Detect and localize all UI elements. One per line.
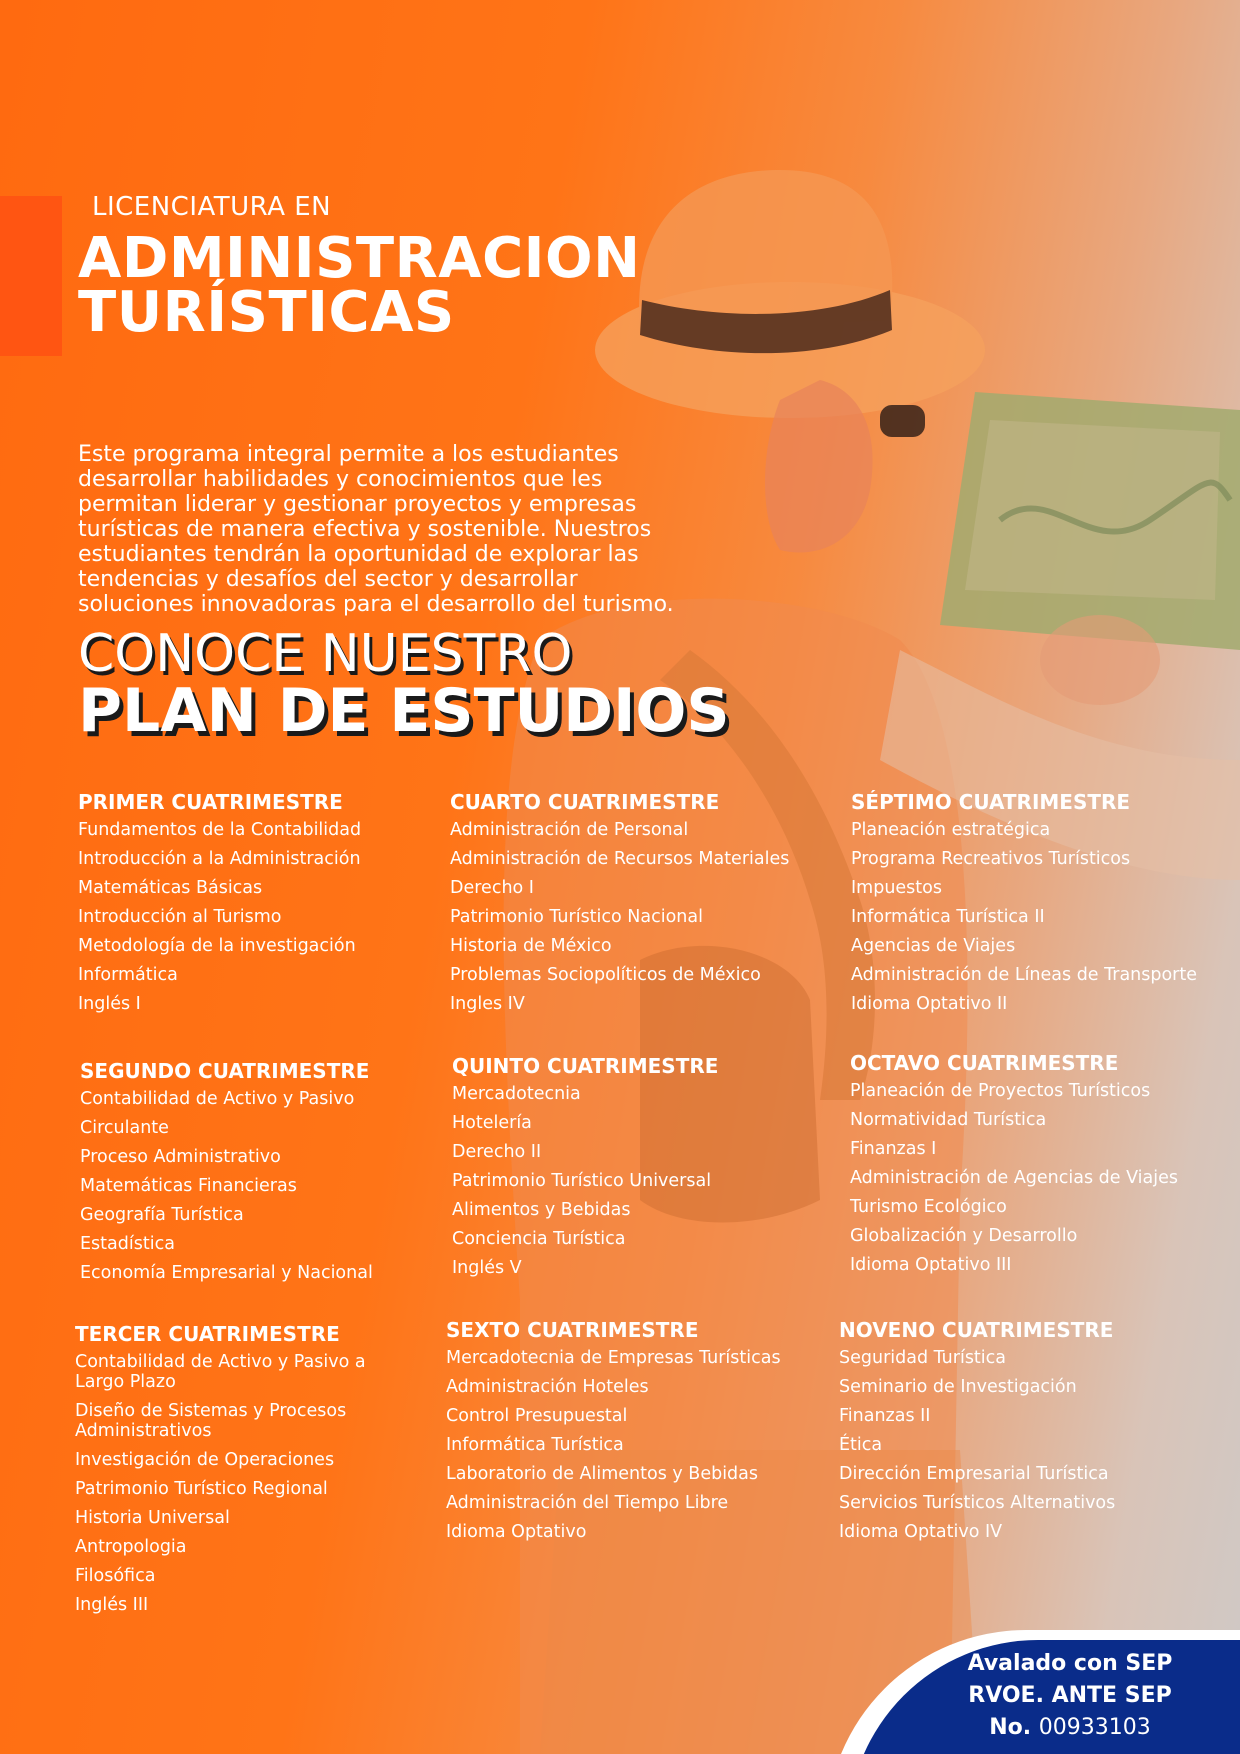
sep-endorsement: Avalado con SEP [967, 1651, 1173, 1676]
term-cuarto [450, 790, 789, 1023]
subject-item: Informática Turística II [851, 907, 1045, 927]
subject-item: Programa Recreativos Turísticos [851, 849, 1131, 869]
subject-item: Inglés V [452, 1258, 522, 1278]
subject-item: Normatividad Turística [850, 1110, 1047, 1130]
subject-item: Diseño de Sistemas y Procesos Administrativos [75, 1401, 347, 1441]
subject-item: Derecho I [450, 878, 534, 898]
subject-item: Introducción a la Administración [78, 849, 361, 869]
subject-item: Planeación estratégica [851, 820, 1051, 840]
subject-item: Estadística [80, 1234, 175, 1254]
subject-item: Geografía Turística [80, 1205, 244, 1225]
subject-item: Ética [839, 1435, 883, 1455]
subject-item: Turismo Ecológico [850, 1197, 1007, 1217]
subject-list [80, 1089, 373, 1283]
subject-item: Circulante [80, 1118, 169, 1138]
term-primer [78, 790, 361, 1023]
subject-item: Servicios Turísticos Alternativos [839, 1493, 1116, 1513]
term-noveno [839, 1318, 1115, 1551]
subject-item: Idioma Optativo II [851, 994, 1008, 1014]
term-title: SEXTO CUATRIMESTRE [446, 1318, 699, 1342]
term-title: CUARTO CUATRIMESTRE [450, 790, 720, 814]
subject-list [78, 820, 361, 1014]
subject-list [851, 820, 1197, 1014]
subject-item: Mercadotecnia [452, 1084, 581, 1104]
program-title [78, 226, 641, 345]
term-title: OCTAVO CUATRIMESTRE [850, 1051, 1119, 1075]
term-tercer [75, 1322, 375, 1624]
term-title: NOVENO CUATRIMESTRE [839, 1318, 1114, 1342]
rvoe-label: RVOE. ANTE SEP [968, 1683, 1172, 1708]
sunglasses [880, 405, 925, 437]
subject-item: Historia de México [450, 936, 612, 956]
subject-item: Finanzas II [839, 1406, 931, 1426]
subject-list [446, 1348, 781, 1542]
subject-item: Contabilidad de Activo y Pasivo [80, 1089, 355, 1109]
subject-item: Globalización y Desarrollo [850, 1226, 1078, 1246]
subject-item: Administración de Agencias de Viajes [850, 1168, 1178, 1188]
sep-badge-text [900, 1648, 1240, 1744]
term-segundo [80, 1059, 373, 1292]
subject-item: Administración del Tiempo Libre [446, 1493, 729, 1513]
program-title-line2: TURÍSTICAS [78, 280, 455, 345]
hand [1040, 615, 1160, 705]
term-title: SEGUNDO CUATRIMESTRE [80, 1059, 370, 1083]
rvoe-number-label: No. [989, 1715, 1032, 1740]
subject-item: Matemáticas Básicas [78, 878, 263, 898]
subject-item: Matemáticas Financieras [80, 1176, 297, 1196]
subject-item: Ingles IV [450, 994, 525, 1014]
subject-item: Hotelería [452, 1113, 532, 1133]
subject-item: Finanzas I [850, 1139, 937, 1159]
subject-list [75, 1352, 375, 1615]
subject-item: Inglés III [75, 1595, 149, 1615]
subject-item: Impuestos [851, 878, 942, 898]
term-title: SÉPTIMO CUATRIMESTRE [851, 790, 1131, 814]
term-title: PRIMER CUATRIMESTRE [78, 790, 343, 814]
program-title-line1: ADMINISTRACION [78, 226, 641, 291]
subject-item: Filosófica [75, 1566, 156, 1586]
subject-item: Patrimonio Turístico Universal [452, 1171, 712, 1191]
accent-bar [0, 196, 62, 356]
term-title: QUINTO CUATRIMESTRE [452, 1054, 719, 1078]
plan-title: PLAN DE ESTUDIOS [78, 676, 730, 746]
subject-item: Patrimonio Turístico Nacional [450, 907, 703, 927]
subject-item: Seminario de Investigación [839, 1377, 1077, 1397]
subject-item: Administración Hoteles [446, 1377, 649, 1397]
subject-item: Fundamentos de la Contabilidad [78, 820, 362, 840]
subject-item: Planeación de Proyectos Turísticos [850, 1081, 1151, 1101]
subject-item: Patrimonio Turístico Regional [75, 1479, 328, 1499]
subject-list [839, 1348, 1115, 1542]
term-quinto [452, 1054, 718, 1287]
term-sexto [446, 1318, 781, 1551]
subject-item: Administración de Líneas de Transporte [851, 965, 1198, 985]
subject-item: Seguridad Turística [839, 1348, 1007, 1368]
subject-item: Introducción al Turismo [78, 907, 282, 927]
term-septimo [851, 790, 1197, 1023]
term-octavo [850, 1051, 1178, 1284]
term-title: TERCER CUATRIMESTRE [75, 1322, 340, 1346]
subject-item: Investigación de Operaciones [75, 1450, 335, 1470]
subject-item: Derecho II [452, 1142, 542, 1162]
rvoe-number: 00933103 [1038, 1715, 1151, 1740]
program-kicker: LICENCIATURA EN [92, 192, 332, 222]
subject-item: Idioma Optativo [446, 1522, 587, 1542]
subject-item: Control Presupuestal [446, 1406, 628, 1426]
subject-item: Idioma Optativo III [850, 1255, 1012, 1275]
subject-item: Metodología de la investigación [78, 936, 356, 956]
subject-item: Mercadotecnia de Empresas Turísticas [446, 1348, 781, 1368]
subject-item: Idioma Optativo IV [839, 1522, 1003, 1542]
subject-item: Informática [78, 965, 178, 985]
subject-item: Conciencia Turística [452, 1229, 626, 1249]
subject-item: Alimentos y Bebidas [452, 1200, 631, 1220]
subject-item: Economía Empresarial y Nacional [80, 1263, 373, 1283]
subject-list [450, 820, 789, 1014]
subject-item: Laboratorio de Alimentos y Bebidas [446, 1464, 759, 1484]
plan-subtitle: CONOCE NUESTRO [78, 624, 573, 684]
subject-item: Historia Universal [75, 1508, 230, 1528]
subject-item: Antropologia [75, 1537, 187, 1557]
subject-item: Problemas Sociopolíticos de México [450, 965, 761, 985]
subject-item: Dirección Empresarial Turística [839, 1464, 1109, 1484]
program-description: Este programa integral permite a los estudiantes desarrollar habilidades y conocimientos que les permitan liderar y gestionar proyectos y empresas turísticas de manera efectiva y sostenible. Nuestros estudiantes tendrán la oportunidad de explorar las tendencias y desafíos del sector y desarrollar soluciones innovadoras para el desarrollo del turismo. [78, 442, 674, 617]
subject-item: Administración de Recursos Materiales [450, 849, 790, 869]
subject-item: Agencias de Viajes [851, 936, 1016, 956]
subject-item: Administración de Personal [450, 820, 689, 840]
subject-item: Contabilidad de Activo y Pasivo a Largo Plazo [75, 1352, 366, 1392]
head [765, 380, 873, 553]
subject-list [452, 1084, 718, 1278]
subject-item: Informática Turística [446, 1435, 624, 1455]
subject-item: Inglés I [78, 994, 141, 1014]
rvoe-number-row [900, 1712, 1240, 1744]
subject-item: Proceso Administrativo [80, 1147, 281, 1167]
subject-list [850, 1081, 1178, 1275]
